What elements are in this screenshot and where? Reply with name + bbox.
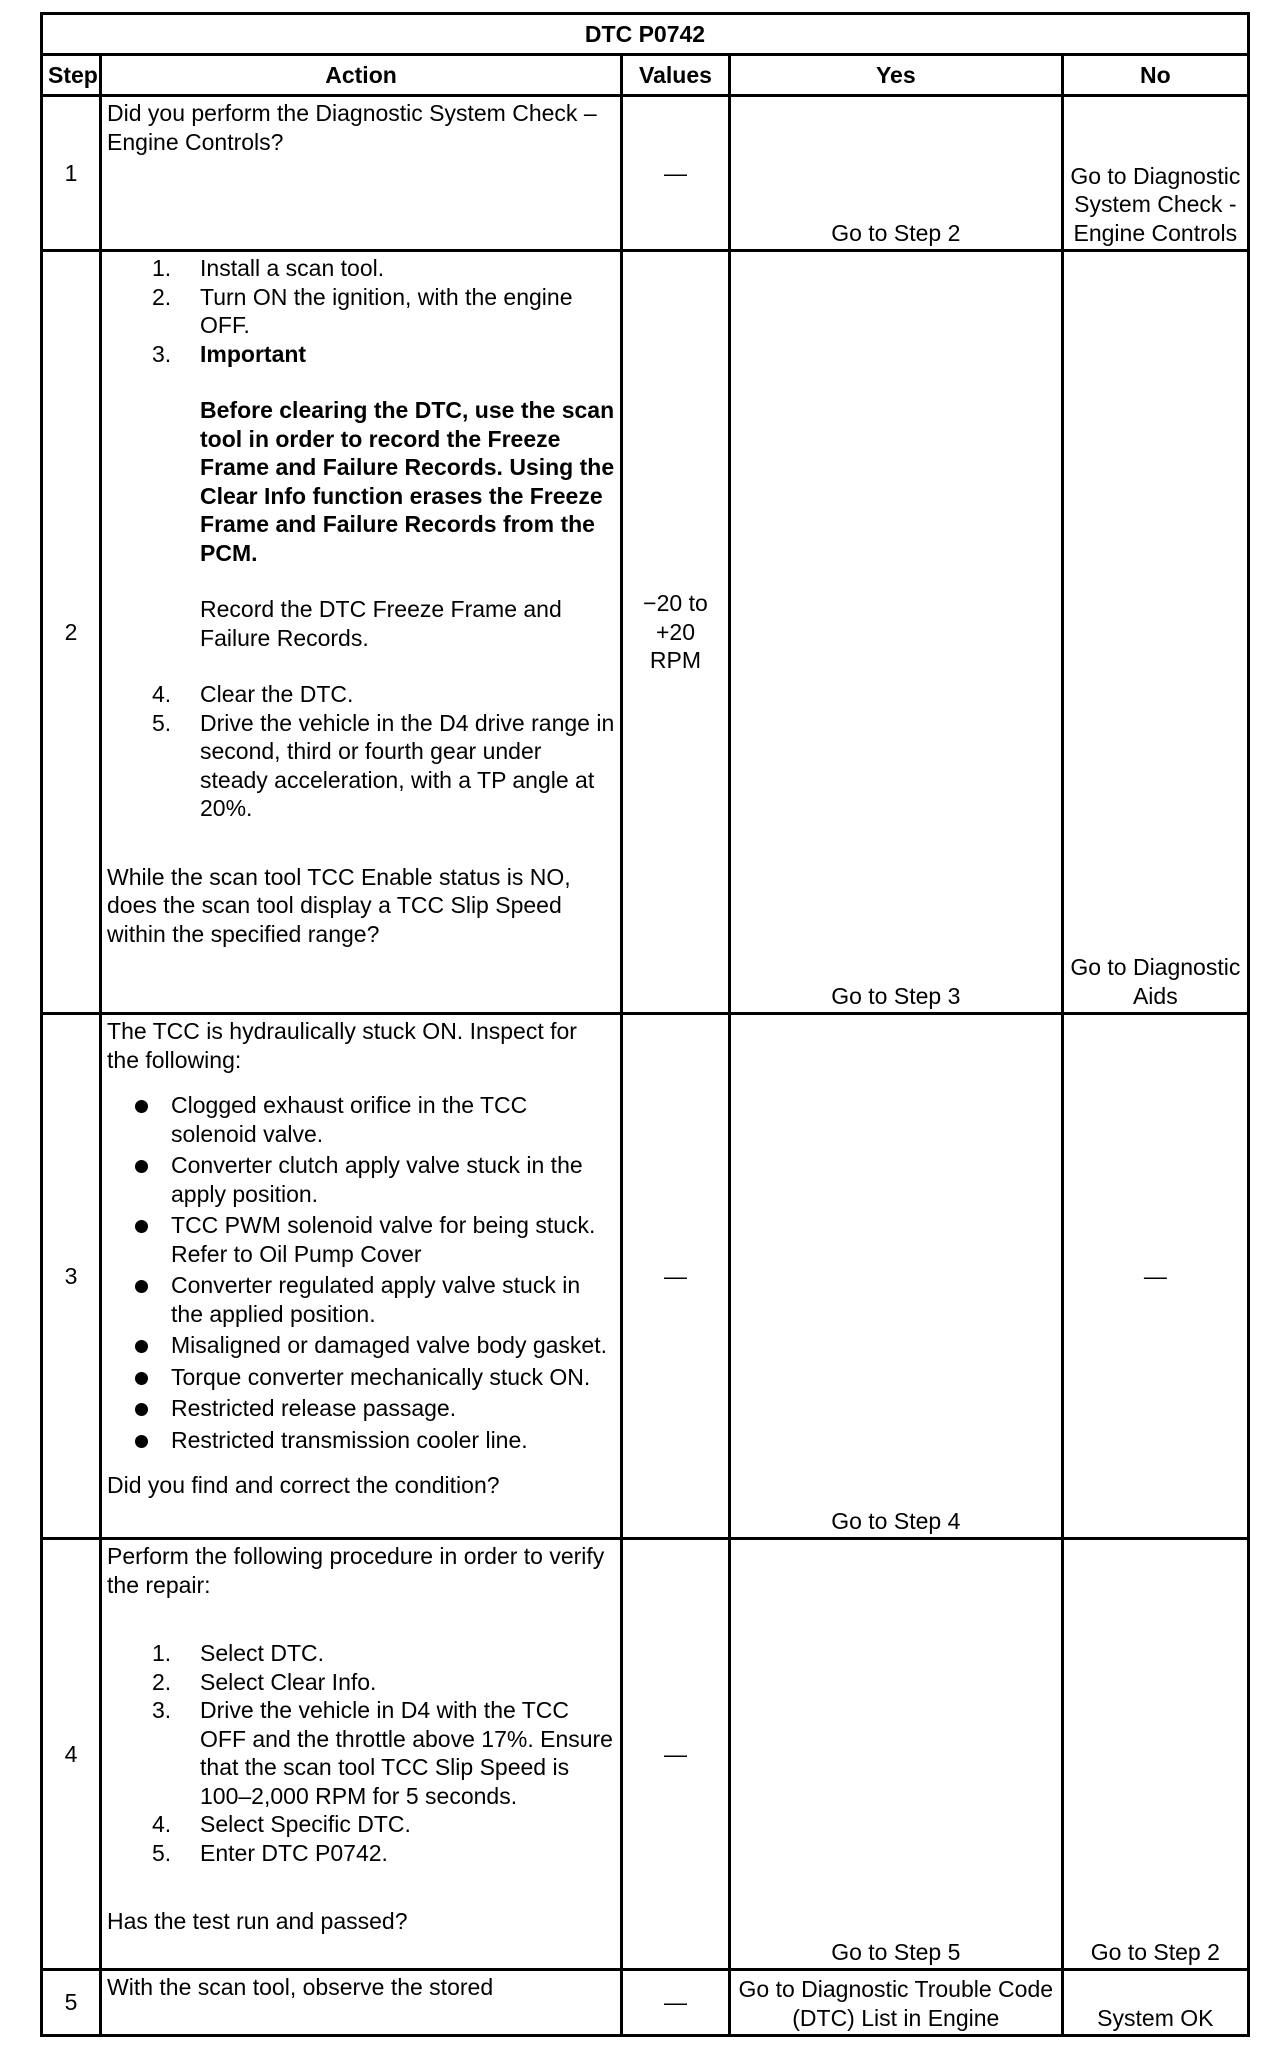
table-row [42, 1539, 1249, 1970]
list-item: 3. Drive the vehicle in D4 with the TCC OFF and the throttle above 17%. Ensure that the scan tool TCC Slip Speed is 100–2,000 RPM for 5 seconds. [152, 1697, 613, 1809]
bullet-icon [107, 1426, 171, 1455]
table-row [42, 251, 1249, 1014]
dtc-table [40, 12, 1250, 2037]
list-item: TCC PWM solenoid valve for being stuck. Refer to Oil Pump Cover [107, 1211, 615, 1268]
question-text: Has the test run and passed? [107, 1908, 408, 1934]
action-cell [101, 1539, 622, 1970]
inspection-list [107, 1091, 615, 1454]
yes-cell: Go to Step 5 [729, 1539, 1062, 1970]
intro-text: Perform the following procedure in order to verify the repair: [107, 1543, 605, 1598]
action-cell [101, 251, 622, 1014]
values-cell: — [622, 96, 730, 251]
list-item: Restricted transmission cooler line. [107, 1426, 615, 1455]
list-item: Clogged exhaust orifice in the TCC solenoid valve. [107, 1091, 615, 1148]
header-step: Step [42, 55, 101, 96]
procedure-list [152, 1639, 615, 1867]
list-item: Torque converter mechanically stuck ON. [107, 1363, 615, 1392]
list-item: 1. Select DTC. [152, 1640, 324, 1666]
bullet-icon [107, 1394, 171, 1423]
list-item: Converter clutch apply valve stuck in the apply position. [107, 1151, 615, 1208]
no-cell: Go to Step 2 [1062, 1539, 1248, 1970]
procedure-list [152, 680, 615, 823]
action-cell [101, 1014, 622, 1539]
list-item: 5. Enter DTC P0742. [152, 1839, 388, 1866]
list-item: 2. Select Clear Info. [152, 1668, 377, 1695]
header-values: Values [622, 55, 730, 96]
values-cell: — [622, 1014, 730, 1539]
yes-cell: Go to Diagnostic Trouble Code (DTC) List in Engine [729, 1970, 1062, 2036]
no-cell: — [1062, 1014, 1248, 1539]
list-item: 5. Drive the vehicle in the D4 drive range in second, third or fourth gear under steady acceleration, with a TP angle at 20%. [152, 709, 615, 821]
title-row [42, 14, 1249, 55]
header-yes: Yes [729, 55, 1062, 96]
dtc-table-page [40, 12, 1250, 2037]
bullet-icon [107, 1151, 171, 1208]
list-item: 4. Clear the DTC. [152, 681, 354, 707]
no-cell: Go to Diagnostic Aids [1062, 251, 1248, 1014]
list-item: Restricted release passage. [107, 1394, 615, 1423]
intro-text: The TCC is hydraulically stuck ON. Inspect for the following: [107, 1018, 577, 1073]
list-item: Converter regulated apply valve stuck in the applied position. [107, 1271, 615, 1328]
table-row [42, 96, 1249, 251]
question-text: Did you find and correct the condition? [107, 1472, 500, 1498]
step-number: 5 [42, 1970, 101, 2036]
bullet-icon [107, 1363, 171, 1392]
no-cell: Go to Diagnostic System Check - Engine Controls [1062, 96, 1248, 251]
no-cell: System OK [1062, 1970, 1248, 2036]
values-cell: −20 to +20 RPM [622, 251, 730, 1014]
list-item: 4. Select Specific DTC. [152, 1811, 411, 1837]
yes-cell: Go to Step 2 [729, 96, 1062, 251]
yes-cell: Go to Step 4 [729, 1014, 1062, 1539]
header-action: Action [101, 55, 622, 96]
important-note: Before clearing the DTC, use the scan tool in order to record the Freeze Frame and Failure Records. Using the Clear Info function erases the Freeze Frame and Failure Records from the PCM. [200, 397, 615, 566]
table-title: DTC P0742 [42, 14, 1249, 55]
procedure-list [152, 254, 615, 368]
bullet-icon [107, 1091, 171, 1148]
yes-cell: Go to Step 3 [729, 251, 1062, 1014]
list-item: 2. Turn ON the ignition, with the engine OFF. [152, 283, 573, 338]
action-text: With the scan tool, observe the stored [101, 1970, 622, 2036]
header-row [42, 55, 1249, 96]
values-cell: — [622, 1970, 730, 2036]
step-number: 1 [42, 96, 101, 251]
question-text: While the scan tool TCC Enable status is NO, does the scan tool display a TCC Slip Speed within the specified range? [107, 863, 571, 947]
step-number: 4 [42, 1539, 101, 1970]
step-number: 3 [42, 1014, 101, 1539]
bullet-icon [107, 1271, 171, 1328]
table-row [42, 1014, 1249, 1539]
list-item: 3. Important [152, 340, 307, 367]
list-item: Misaligned or damaged valve body gasket. [107, 1331, 615, 1360]
bullet-icon [107, 1211, 171, 1268]
list-item: 1. Install a scan tool. [152, 255, 385, 281]
record-note: Record the DTC Freeze Frame and Failure Records. [200, 596, 562, 651]
header-no: No [1062, 55, 1248, 96]
action-text: Did you perform the Diagnostic System Check – Engine Controls? [101, 96, 622, 251]
bullet-icon [107, 1331, 171, 1360]
table-row [42, 1970, 1249, 2036]
step-number: 2 [42, 251, 101, 1014]
values-cell: — [622, 1539, 730, 1970]
